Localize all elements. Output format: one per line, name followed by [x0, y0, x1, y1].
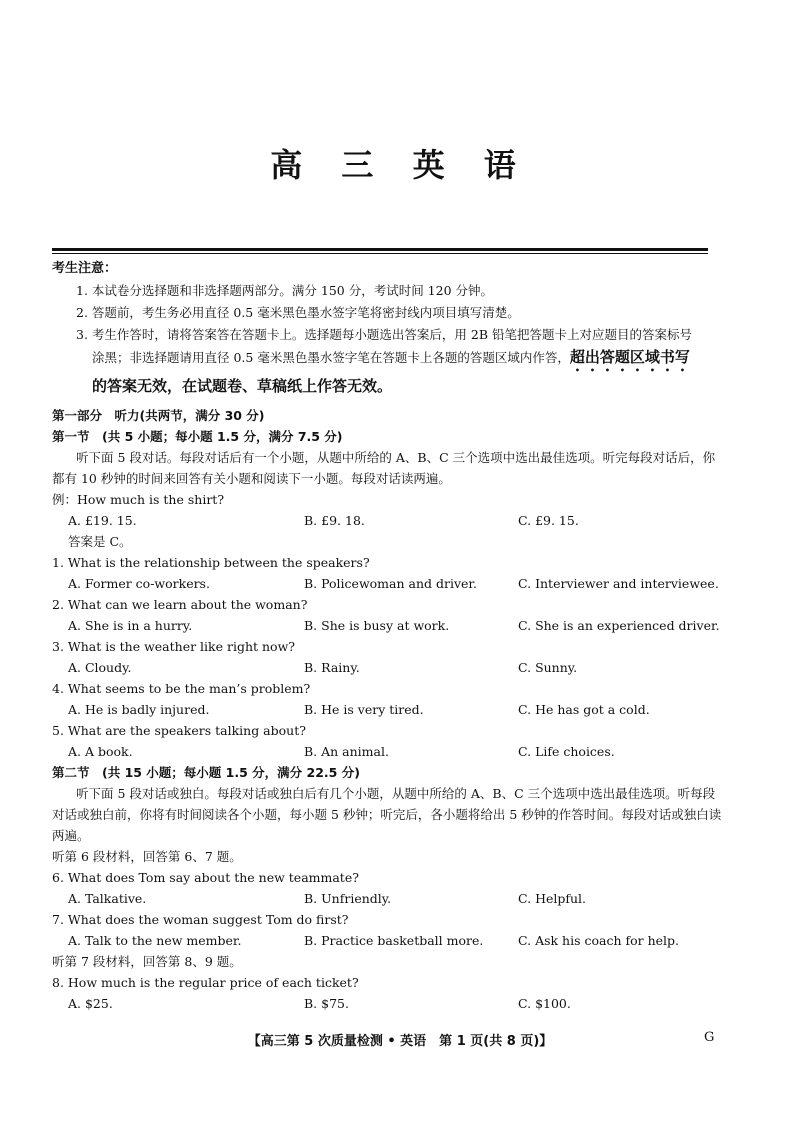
option-c: C. Sunny. — [518, 660, 578, 675]
question-options — [52, 699, 722, 720]
notice-item-3-line-3: 的答案无效，在试题卷、草稿纸上作答无效。 — [92, 377, 393, 395]
option-b: B. An animal. — [304, 744, 389, 759]
section1-title: 第一节 (共 5 小题；每小题 1.5 分，满分 7.5 分) — [52, 429, 343, 444]
header-rule-thick — [52, 248, 708, 251]
option-c: C. Ask his coach for help. — [518, 933, 680, 948]
option-a: A. He is badly injured. — [68, 702, 210, 717]
option-b: B. Unfriendly. — [304, 891, 392, 906]
option-a: A. She is in a hurry. — [68, 618, 193, 633]
option-b: B. He is very tired. — [304, 702, 424, 717]
option-b: B. Practice basketball more. — [304, 933, 484, 948]
option-b: B. £9. 18. — [304, 513, 365, 528]
notice-item-1: 1. 本试卷分选择题和非选择题两部分。满分 150 分，考试时间 120 分钟。 — [76, 283, 494, 298]
notice-heading: 考生注意： — [52, 261, 118, 276]
question-stem: 7. What does the woman suggest Tom do first? — [52, 912, 349, 927]
question-options — [52, 615, 722, 636]
page-title: 高 三 英 语 — [270, 146, 530, 184]
option-c: C. Life choices. — [518, 744, 615, 759]
notice-item-3-text: 涂黑；非选择题请用直径 0.5 毫米黑色墨水签字笔在答题卡上各题的答题区域内作答， — [92, 350, 570, 365]
header-rule-thin — [52, 253, 708, 254]
example-question: 例：How much is the shirt? — [52, 492, 225, 507]
part1-title: 第一部分 听力(共两节，满分 30 分) — [52, 408, 265, 423]
section2-instructions: 听下面 5 段对话或独白。每段对话或独白后有几个小题，从题中所给的 A、B、C 三个选项中选出最佳选项。听每段对话或独白前，你将有时间阅读各个小题，每小题 5 秒钟；听完后，各小题将给出 5 秒钟的作答时间。每段对话或独白读两遍。 — [52, 786, 722, 843]
question-stem: 2. What can we learn about the woman? — [52, 597, 308, 612]
question-options — [52, 741, 722, 762]
option-b: B. She is busy at work. — [304, 618, 450, 633]
option-a: A. A book. — [68, 744, 133, 759]
option-b: B. Policewoman and driver. — [304, 576, 477, 591]
listening-part — [52, 405, 722, 1014]
page-footer: 【高三第 5 次质量检测 • 英语 第 1 页(共 8 页)】 — [247, 1034, 553, 1049]
option-c: C. Interviewer and interviewee. — [518, 576, 719, 591]
option-c: C. She is an experienced driver. — [518, 618, 720, 633]
example-answer: 答案是 C。 — [68, 534, 132, 549]
question-stem: 8. How much is the regular price of each ticket? — [52, 975, 359, 990]
question-stem: 4. What seems to be the man’s problem? — [52, 681, 311, 696]
question-options — [52, 930, 722, 951]
option-a: A. Talkative. — [68, 891, 147, 906]
question-stem: 3. What is the weather like right now? — [52, 639, 295, 654]
option-a: A. £19. 15. — [68, 513, 137, 528]
question-options — [52, 573, 722, 594]
option-a: A. Former co-workers. — [68, 576, 210, 591]
option-a: A. Talk to the new member. — [68, 933, 242, 948]
question-stem: 5. What are the speakers talking about? — [52, 723, 306, 738]
material-6-heading: 听第 6 段材料，回答第 6、7 题。 — [52, 849, 242, 864]
option-b: B. Rainy. — [304, 660, 360, 675]
section1-questions — [52, 552, 722, 762]
option-c: C. $100. — [518, 996, 571, 1011]
option-a: A. $25. — [68, 996, 113, 1011]
section2-questions-a — [52, 867, 722, 951]
exam-notice — [52, 258, 712, 397]
option-c: C. Helpful. — [518, 891, 587, 906]
option-a: A. Cloudy. — [68, 660, 132, 675]
notice-warning-emphasis: 超出答题区域书写 — [569, 348, 690, 366]
option-b: B. $75. — [304, 996, 349, 1011]
notice-item-3-line-2 — [52, 346, 712, 375]
question-options — [52, 888, 722, 909]
option-c: C. He has got a cold. — [518, 702, 650, 717]
question-stem: 1. What is the relationship between the speakers? — [52, 555, 370, 570]
question-stem: 6. What does Tom say about the new teammate? — [52, 870, 359, 885]
notice-item-3-line-1: 3. 考生作答时，请将答案答在答题卡上。选择题每小题选出答案后，用 2B 铅笔把答题卡上对应题目的答案标号 — [76, 327, 692, 342]
version-mark: G — [704, 1030, 715, 1045]
notice-item-2: 2. 答题前，考生务必用直径 0.5 毫米黑色墨水签字笔将密封线内项目填写清楚。 — [76, 305, 520, 320]
section1-instructions: 听下面 5 段对话。每段对话后有一个小题，从题中所给的 A、B、C 三个选项中选出最佳选项。听完每段对话后，你都有 10 秒钟的时间来回答有关小题和阅读下一小题。每段对话读两遍。 — [52, 450, 716, 486]
question-options — [52, 993, 722, 1014]
example-options — [52, 510, 722, 531]
section2-questions-b — [52, 972, 722, 1014]
section2-title: 第二节 (共 15 小题；每小题 1.5 分，满分 22.5 分) — [52, 765, 360, 780]
question-options — [52, 657, 722, 678]
material-7-heading: 听第 7 段材料，回答第 8、9 题。 — [52, 954, 242, 969]
option-c: C. £9. 15. — [518, 513, 579, 528]
